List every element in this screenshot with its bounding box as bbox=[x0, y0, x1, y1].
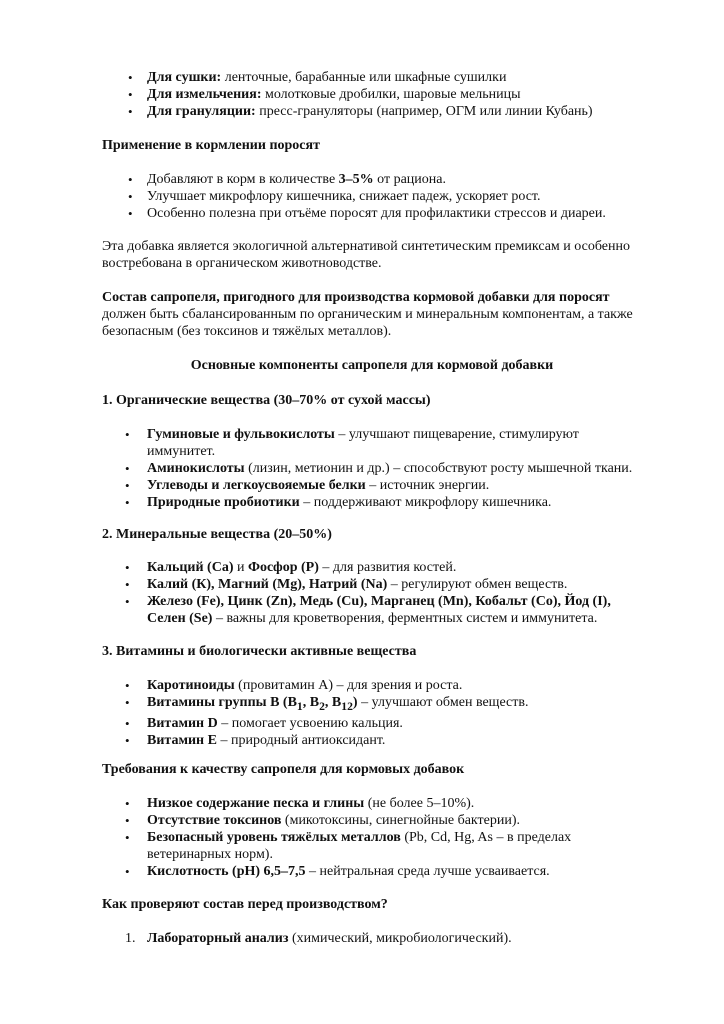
eco-paragraph: Эта добавка является экологичной альтернативой синтетическим премиксам и особенно востребована в органическом животноводстве. bbox=[102, 239, 630, 271]
quality-list bbox=[102, 795, 642, 880]
list-item: • Кальций (Са) и Фосфор (Р) – для развития костей. bbox=[102, 559, 642, 576]
list-item: • Низкое содержание песка и глины (не более 5–10%). bbox=[102, 795, 642, 812]
feeding-list bbox=[102, 171, 642, 222]
list-item: • Для измельчения: молотковые дробилки, шаровые мельницы bbox=[102, 86, 642, 103]
list-item: • Безопасный уровень тяжёлых металлов (Pb, Cd, Hg, As – в пределах ветеринарных норм). bbox=[102, 829, 642, 863]
list-item: • Витамин D – помогает усвоению кальция. bbox=[102, 715, 642, 732]
check-list bbox=[102, 930, 642, 947]
organic-list bbox=[102, 426, 642, 511]
components-title: Основные компоненты сапропеля для кормовой добавки bbox=[190, 358, 554, 373]
list-item: • Углеводы и легкоусвояемые белки – источник энергии. bbox=[102, 477, 642, 494]
mineral-heading: 2. Минеральные вещества (20–50%) bbox=[102, 527, 332, 542]
list-item: 1. Лабораторный анализ (химический, микробиологический). bbox=[125, 931, 512, 946]
list-item: • Аминокислоты (лизин, метионин и др.) – способствуют росту мышечной ткани. bbox=[102, 460, 642, 477]
list-item: • Железо (Fe), Цинк (Zn), Медь (Cu), Марганец (Mn), Кобальт (Co), Йод (I), Селен (Se) – важны для кроветворения, ферментных систем и иммунитета. bbox=[102, 593, 642, 627]
composition-paragraph: Состав сапропеля, пригодного для производства кормовой добавки для поросят должен быть сбалансированным по органическим и минеральным компонентам, а также безопасным (без токсинов и тяжёлых металлов). bbox=[102, 290, 633, 339]
vitamins-list bbox=[102, 677, 642, 749]
organic-heading: 1. Органические вещества (30–70% от сухой массы) bbox=[102, 393, 431, 408]
vitamins-heading: 3. Витамины и биологически активные вещества bbox=[102, 644, 417, 659]
list-item: • Витамины группы В ($В_1$, $В_2$, $В_{12}$) – улучшают обмен веществ. bbox=[102, 694, 642, 715]
list-item: • Для сушки: ленточные, барабанные или шкафные сушилки bbox=[102, 69, 642, 86]
mineral-list bbox=[102, 559, 642, 627]
list-item: • Каротиноиды (провитамин А) – для зрения и роста. bbox=[102, 677, 642, 694]
list-item: • Витамин Е – природный антиоксидант. bbox=[102, 732, 642, 749]
list-item: • Гуминовые и фульвокислоты – улучшают пищеварение, стимулируют иммунитет. bbox=[102, 426, 642, 460]
feeding-heading: Применение в кормлении поросят bbox=[102, 138, 320, 153]
list-item: • Отсутствие токсинов (микотоксины, синегнойные бактерии). bbox=[102, 812, 642, 829]
list-item: • Улучшает микрофлору кишечника, снижает падеж, ускоряет рост. bbox=[102, 188, 642, 205]
list-item: • Для грануляции: пресс-грануляторы (например, ОГМ или линии Кубань) bbox=[102, 103, 642, 120]
list-item: • Кислотность (pH) 6,5–7,5 – нейтральная среда лучше усваивается. bbox=[102, 863, 642, 880]
list-item: • Природные пробиотики – поддерживают микрофлору кишечника. bbox=[102, 494, 642, 511]
check-heading: Как проверяют состав перед производством? bbox=[102, 897, 388, 912]
equipment-list bbox=[102, 69, 642, 120]
quality-heading: Требования к качеству сапропеля для кормовых добавок bbox=[102, 762, 465, 777]
list-item: • Калий (К), Магний (Mg), Натрий (Na) – регулируют обмен веществ. bbox=[102, 576, 642, 593]
list-item: • Особенно полезна при отъёме поросят для профилактики стрессов и диареи. bbox=[102, 205, 642, 222]
list-item: • Добавляют в корм в количестве 3–5% от рациона. bbox=[102, 171, 642, 188]
